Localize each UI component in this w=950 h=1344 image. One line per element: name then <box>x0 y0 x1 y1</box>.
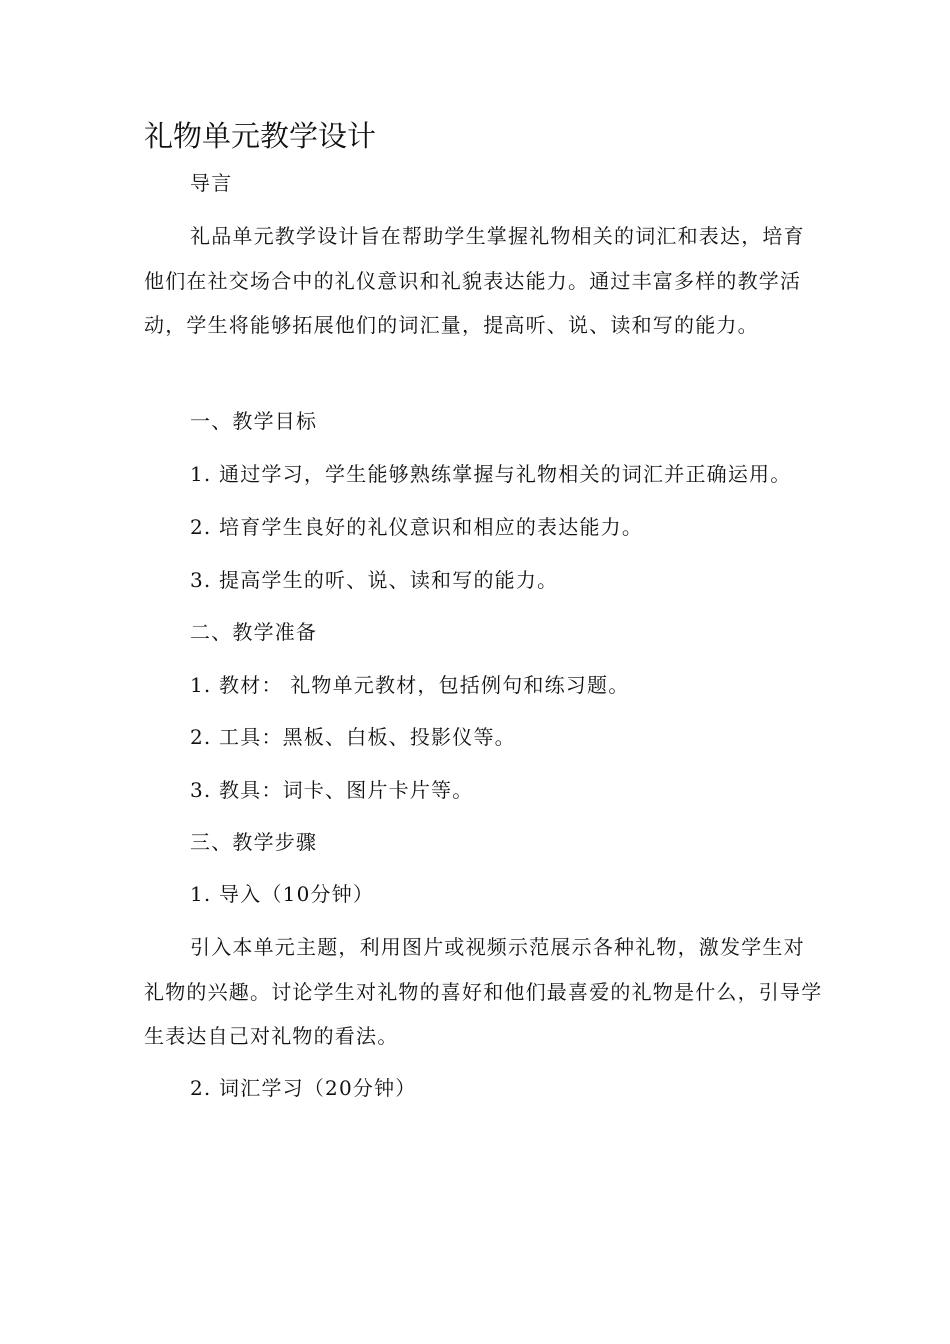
section-heading-steps: 三、教学步骤 <box>190 830 318 854</box>
preparation-item-2: 2. 工具：黑板、白板、投影仪等。 <box>190 725 516 749</box>
intro-paragraph: 礼品单元教学设计旨在帮助学生掌握礼物相关的词汇和表达，培育他们在社交场合中的礼仪意识和礼貌表达能力。通过丰富多样的教学活动，学生将能够拓展他们的词汇量，提高听、说、读和写的能力。 <box>144 224 805 337</box>
section-heading-preparation: 二、教学准备 <box>190 620 318 644</box>
step-1-heading: 1. 导入（10分钟） <box>190 882 375 906</box>
objective-item-1: 1. 通过学习，学生能够熟练掌握与礼物相关的词汇并正确运用。 <box>190 462 792 486</box>
preparation-item-3: 3. 教具：词卡、图片卡片等。 <box>190 778 474 802</box>
objective-item-3: 3. 提高学生的听、说、读和写的能力。 <box>190 568 559 592</box>
step-1-paragraph: 引入本单元主题，利用图片或视频示范展示各种礼物，激发学生对礼物的兴趣。讨论学生对礼物的喜好和他们最喜爱的礼物是什么，引导学生表达自己对礼物的看法。 <box>144 935 823 1048</box>
intro-heading: 导言 <box>190 171 233 195</box>
document-title: 礼物单元教学设计 <box>144 119 377 153</box>
step-2-heading: 2. 词汇学习（20分钟） <box>190 1076 417 1100</box>
objective-item-2: 2. 培育学生良好的礼仪意识和相应的表达能力。 <box>190 515 644 539</box>
section-heading-objectives: 一、教学目标 <box>190 409 318 433</box>
preparation-item-1: 1. 教材： 礼物单元教材，包括例句和练习题。 <box>190 673 630 697</box>
